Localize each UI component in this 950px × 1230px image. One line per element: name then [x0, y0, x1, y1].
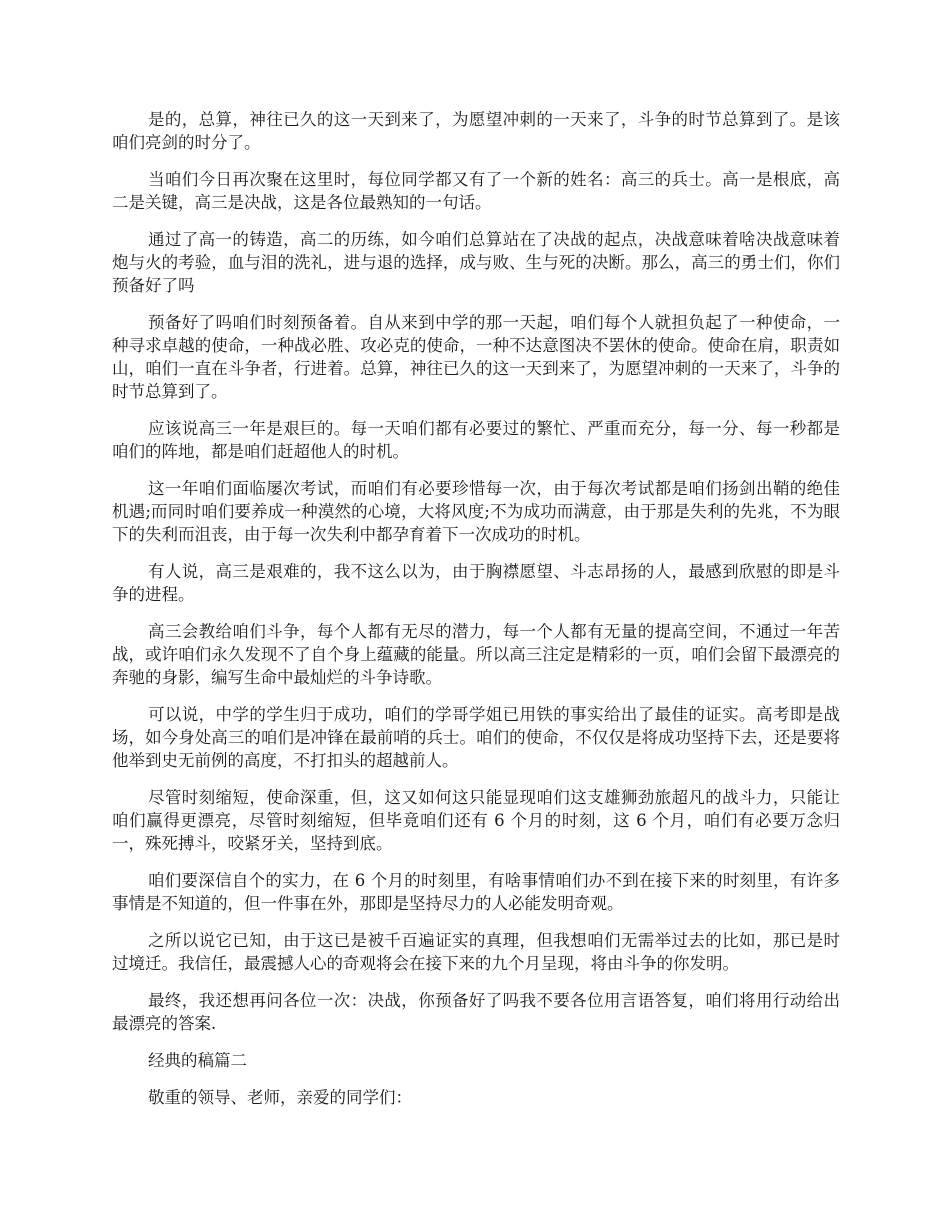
paragraph-13: 最终，我还想再问各位一次：决战，你预备好了吗我不要各位用言语答复，咱们将用行动给出最漂亮的答案.: [112, 991, 840, 1033]
paragraph-10: 尽管时刻缩短，使命深重，但，这又如何这只能显现咱们这支雄狮劲旅超凡的战斗力，只能让咱们赢得更漂亮，尽管时刻缩短，但毕竟咱们还有 6 个月的时刻，这 6 个月，咱们有必要万念归一，殊死搏斗，咬紧牙关，坚持到底。: [112, 788, 840, 853]
paragraph-8: 高三会教给咱们斗争，每个人都有无尽的潜力，每一个人都有无量的提高空间，不通过一年苦战，或许咱们永久发现不了自个身上蕴藏的能量。所以高三注定是精彩的一页，咱们会留下最漂亮的奔驰的身影，编写生命中最灿烂的斗争诗歌。: [112, 622, 840, 687]
paragraph-4: 预备好了吗咱们时刻预备着。自从来到中学的那一天起，咱们每个人就担负起了一种使命，一种寻求卓越的使命，一种战必胜、攻必克的使命，一种不达意图决不罢休的使命。使命在肩，职责如山，咱们一直在斗争者，行进着。总算，神往已久的这一天到来了，为愿望冲刺的一天来了，斗争的时节总算到了。: [112, 313, 840, 401]
paragraph-3: 通过了高一的铸造，高二的历练，如今咱们总算站在了决战的起点，决战意味着啥决战意味着炮与火的考验，血与泪的洗礼，进与退的选择，成与败、生与死的决断。那么，高三的勇士们，你们预备好了吗: [112, 230, 840, 295]
paragraph-11: 咱们要深信自个的实力，在 6 个月的时刻里，有啥事情咱们办不到在接下来的时刻里，有许多事情是不知道的，但一件事在外，那即是坚持尽力的人必能发明奇观。: [112, 871, 840, 913]
section-heading: 经典的稿篇二: [148, 1051, 247, 1070]
paragraph-12: 之所以说它已知，由于这已是被千百遍证实的真理，但我想咱们无需举过去的比如，那已是时过境迁。我信任，最震撼人心的奇观将会在接下来的九个月呈现，将由斗争的你发明。: [112, 931, 840, 973]
paragraph-2: 当咱们今日再次聚在这里时，每位同学都又有了一个新的姓名：高三的兵士。高一是根底，高二是关键，高三是决战，这是各位最熟知的一句话。: [112, 170, 840, 212]
paragraph-5: 应该说高三一年是艰巨的。每一天咱们都有必要过的繁忙、严重而充分，每一分、每一秒都是咱们的阵地，都是咱们赶超他人的时机。: [112, 419, 840, 461]
paragraph-7: 有人说，高三是艰难的，我不这么以为，由于胸襟愿望、斗志昂扬的人，最感到欣慰的即是斗争的进程。: [112, 562, 840, 604]
paragraph-1: 是的，总算，神往已久的这一天到来了，为愿望冲刺的一天来了，斗争的时节总算到了。是该咱们亮剑的时分了。: [112, 110, 840, 152]
salutation: 敬重的领导、老师，亲爱的同学们：: [148, 1088, 412, 1107]
document-body: [112, 108, 840, 1123]
paragraph-6: 这一年咱们面临屡次考试，而咱们有必要珍惜每一次，由于每次考试都是咱们扬剑出鞘的绝佳机遇;而同时咱们要养成一种漠然的心境，大将风度;不为成功而满意，由于那是失利的先兆，不为眼下的失利而沮丧，由于每一次失利中都孕育着下一次成功的时机。: [112, 479, 840, 544]
paragraph-9: 可以说，中学的学生归于成功，咱们的学哥学姐已用铁的事实给出了最佳的证实。高考即是战场，如今身处高三的咱们是冲锋在最前哨的兵士。咱们的使命，不仅仅是将成功坚持下去，还是要将他举到史无前例的高度，不打扣头的超越前人。: [112, 705, 840, 770]
